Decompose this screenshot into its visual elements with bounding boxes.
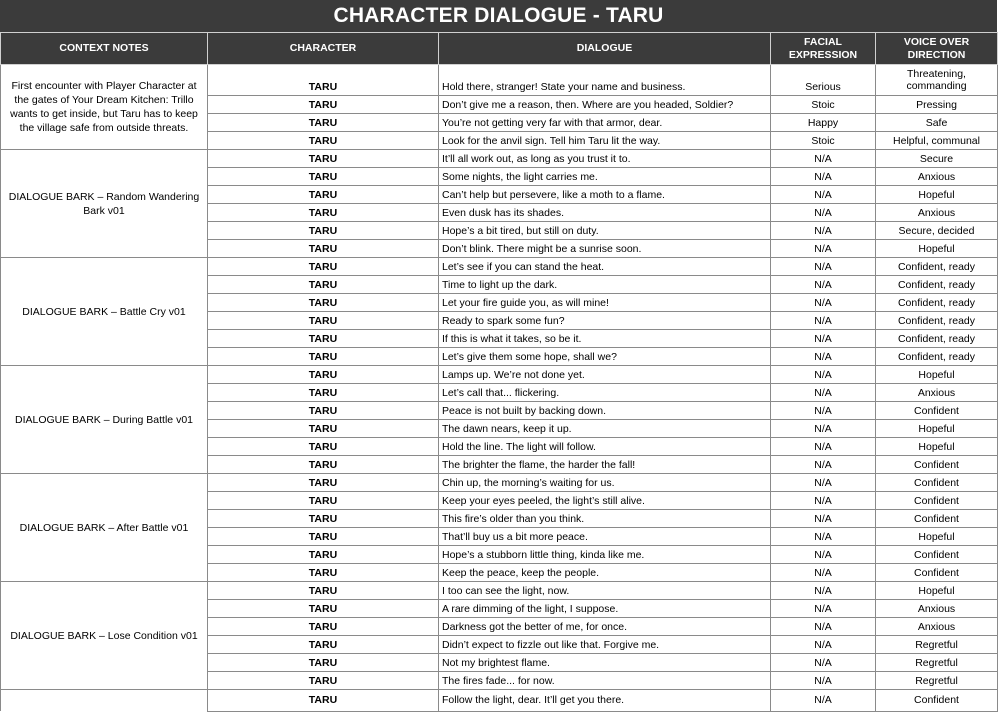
character-cell: TARU — [208, 96, 439, 114]
character-cell: TARU — [208, 492, 439, 510]
dialogue-cell: If this is what it takes, so be it. — [439, 330, 771, 348]
context-note-cell: DIALOGUE BARK – After Battle v01 — [1, 474, 208, 582]
dialogue-cell: I too can see the light, now. — [439, 582, 771, 600]
facial-expression-cell: N/A — [771, 690, 876, 712]
voice-direction-cell: Anxious — [876, 384, 998, 402]
facial-expression-cell: N/A — [771, 276, 876, 294]
facial-expression-cell: N/A — [771, 474, 876, 492]
dialogue-cell: Chin up, the morning’s waiting for us. — [439, 474, 771, 492]
facial-expression-cell: N/A — [771, 636, 876, 654]
facial-expression-cell: N/A — [771, 618, 876, 636]
dialogue-cell: Not my brightest flame. — [439, 654, 771, 672]
facial-expression-cell: N/A — [771, 546, 876, 564]
character-cell: TARU — [208, 456, 439, 474]
table-row — [1, 150, 998, 168]
facial-expression-cell: N/A — [771, 294, 876, 312]
character-cell: TARU — [208, 330, 439, 348]
dialogue-cell: Hold there, stranger! State your name and business. — [439, 65, 771, 96]
voice-direction-cell: Confident — [876, 474, 998, 492]
facial-expression-cell: N/A — [771, 330, 876, 348]
facial-expression-cell: N/A — [771, 564, 876, 582]
dialogue-cell: Hold the line. The light will follow. — [439, 438, 771, 456]
facial-expression-cell: N/A — [771, 384, 876, 402]
dialogue-cell: It’ll all work out, as long as you trust it to. — [439, 150, 771, 168]
character-cell: TARU — [208, 132, 439, 150]
character-cell: TARU — [208, 186, 439, 204]
dialogue-cell: Look for the anvil sign. Tell him Taru lit the way. — [439, 132, 771, 150]
character-cell: TARU — [208, 672, 439, 690]
table-row — [1, 474, 998, 492]
dialogue-cell: Don’t give me a reason, then. Where are you headed, Soldier? — [439, 96, 771, 114]
dialogue-cell: Peace is not built by backing down. — [439, 402, 771, 420]
voice-direction-cell: Anxious — [876, 618, 998, 636]
facial-expression-cell: N/A — [771, 186, 876, 204]
voice-direction-cell: Safe — [876, 114, 998, 132]
voice-direction-cell: Anxious — [876, 600, 998, 618]
dialogue-cell: Darkness got the better of me, for once. — [439, 618, 771, 636]
dialogue-cell: The fires fade... for now. — [439, 672, 771, 690]
facial-expression-cell: N/A — [771, 312, 876, 330]
facial-expression-cell: N/A — [771, 420, 876, 438]
character-cell: TARU — [208, 240, 439, 258]
character-cell: TARU — [208, 438, 439, 456]
dialogue-cell: Keep the peace, keep the people. — [439, 564, 771, 582]
context-note-cell: DIALOGUE BARK – Battle Cry v01 — [1, 258, 208, 366]
dialogue-cell: Let your fire guide you, as will mine! — [439, 294, 771, 312]
facial-expression-cell: N/A — [771, 366, 876, 384]
voice-direction-cell: Threatening, commanding — [876, 65, 998, 96]
facial-expression-cell: Serious — [771, 65, 876, 96]
character-cell: TARU — [208, 528, 439, 546]
sheet-title: CHARACTER DIALOGUE - TARU — [0, 0, 997, 32]
dialogue-cell: Ready to spark some fun? — [439, 312, 771, 330]
voice-direction-cell: Hopeful — [876, 438, 998, 456]
dialogue-cell: That’ll buy us a bit more peace. — [439, 528, 771, 546]
voice-direction-cell: Regretful — [876, 636, 998, 654]
dialogue-cell: Keep your eyes peeled, the light’s still alive. — [439, 492, 771, 510]
character-cell: TARU — [208, 150, 439, 168]
character-cell: TARU — [208, 384, 439, 402]
facial-expression-cell: N/A — [771, 168, 876, 186]
voice-direction-cell: Confident — [876, 492, 998, 510]
voice-direction-cell: Confident, ready — [876, 330, 998, 348]
voice-direction-cell: Secure, decided — [876, 222, 998, 240]
dialogue-cell: Can’t help but persevere, like a moth to a flame. — [439, 186, 771, 204]
dialogue-cell: Some nights, the light carries me. — [439, 168, 771, 186]
voice-direction-cell: Hopeful — [876, 528, 998, 546]
facial-expression-cell: Happy — [771, 114, 876, 132]
dialogue-cell: Lamps up. We’re not done yet. — [439, 366, 771, 384]
dialogue-cell: Hope’s a bit tired, but still on duty. — [439, 222, 771, 240]
character-cell: TARU — [208, 65, 439, 96]
dialogue-cell: This fire’s older than you think. — [439, 510, 771, 528]
facial-expression-cell: N/A — [771, 582, 876, 600]
character-cell: TARU — [208, 420, 439, 438]
character-cell: TARU — [208, 402, 439, 420]
dialogue-cell: You’re not getting very far with that armor, dear. — [439, 114, 771, 132]
dialogue-cell: Let’s see if you can stand the heat. — [439, 258, 771, 276]
character-cell: TARU — [208, 510, 439, 528]
voice-direction-cell: Secure — [876, 150, 998, 168]
context-note-cell: First encounter with Player Character at the gates of Your Dream Kitchen: Trillo wants to get inside, but Taru has to keep the village safe from outside threats. — [1, 65, 208, 150]
dialogue-table — [0, 32, 998, 712]
header-character: CHARACTER — [208, 33, 439, 65]
context-note-cell: DIALOGUE BARK – Lose Condition v01 — [1, 582, 208, 690]
character-cell: TARU — [208, 618, 439, 636]
voice-direction-cell: Helpful, communal — [876, 132, 998, 150]
dialogue-cell: Let’s call that... flickering. — [439, 384, 771, 402]
facial-expression-cell: Stoic — [771, 132, 876, 150]
header-row — [1, 33, 998, 65]
character-cell: TARU — [208, 258, 439, 276]
character-cell: TARU — [208, 654, 439, 672]
facial-expression-cell: N/A — [771, 204, 876, 222]
voice-direction-cell: Confident — [876, 510, 998, 528]
header-dialogue: DIALOGUE — [439, 33, 771, 65]
facial-expression-cell: N/A — [771, 402, 876, 420]
voice-direction-cell: Anxious — [876, 168, 998, 186]
dialogue-cell: Didn’t expect to fizzle out like that. Forgive me. — [439, 636, 771, 654]
header-voice-over-direction: VOICE OVER DIRECTION — [876, 33, 998, 65]
header-facial-expression: FACIAL EXPRESSION — [771, 33, 876, 65]
header-context-notes: CONTEXT NOTES — [1, 33, 208, 65]
voice-direction-cell: Confident, ready — [876, 276, 998, 294]
context-note-cell: DIALOGUE BARK – Random Wandering Bark v01 — [1, 150, 208, 258]
voice-direction-cell: Hopeful — [876, 582, 998, 600]
facial-expression-cell: N/A — [771, 672, 876, 690]
table-row — [1, 65, 998, 96]
dialogue-cell: Let’s give them some hope, shall we? — [439, 348, 771, 366]
voice-direction-cell: Confident, ready — [876, 294, 998, 312]
voice-direction-cell: Hopeful — [876, 240, 998, 258]
facial-expression-cell: N/A — [771, 348, 876, 366]
voice-direction-cell: Confident, ready — [876, 348, 998, 366]
character-cell: TARU — [208, 600, 439, 618]
facial-expression-cell: N/A — [771, 150, 876, 168]
facial-expression-cell: N/A — [771, 438, 876, 456]
character-cell: TARU — [208, 348, 439, 366]
dialogue-cell: Hope’s a stubborn little thing, kinda like me. — [439, 546, 771, 564]
facial-expression-cell: N/A — [771, 528, 876, 546]
dialogue-cell: Even dusk has its shades. — [439, 204, 771, 222]
voice-direction-cell: Confident, ready — [876, 258, 998, 276]
facial-expression-cell: N/A — [771, 654, 876, 672]
character-cell: TARU — [208, 222, 439, 240]
character-cell: TARU — [208, 636, 439, 654]
facial-expression-cell: N/A — [771, 258, 876, 276]
dialogue-cell: Time to light up the dark. — [439, 276, 771, 294]
facial-expression-cell: N/A — [771, 222, 876, 240]
character-cell: TARU — [208, 294, 439, 312]
dialogue-cell: Follow the light, dear. It’ll get you there. — [439, 690, 771, 712]
voice-direction-cell: Confident — [876, 402, 998, 420]
dialogue-cell: Don’t blink. There might be a sunrise soon. — [439, 240, 771, 258]
character-cell: TARU — [208, 474, 439, 492]
voice-direction-cell: Hopeful — [876, 366, 998, 384]
character-cell: TARU — [208, 276, 439, 294]
voice-direction-cell: Confident, ready — [876, 312, 998, 330]
voice-direction-cell: Hopeful — [876, 420, 998, 438]
voice-direction-cell: Pressing — [876, 96, 998, 114]
voice-direction-cell: Anxious — [876, 204, 998, 222]
dialogue-table-body — [1, 65, 998, 712]
voice-direction-cell: Confident — [876, 456, 998, 474]
table-row — [1, 258, 998, 276]
character-cell: TARU — [208, 582, 439, 600]
dialogue-cell: The dawn nears, keep it up. — [439, 420, 771, 438]
facial-expression-cell: N/A — [771, 510, 876, 528]
table-row — [1, 582, 998, 600]
table-row — [1, 366, 998, 384]
voice-direction-cell: Hopeful — [876, 186, 998, 204]
dialogue-cell: A rare dimming of the light, I suppose. — [439, 600, 771, 618]
character-cell: TARU — [208, 564, 439, 582]
facial-expression-cell: N/A — [771, 456, 876, 474]
character-cell: TARU — [208, 168, 439, 186]
character-cell: TARU — [208, 114, 439, 132]
dialogue-cell: The brighter the flame, the harder the fall! — [439, 456, 771, 474]
context-note-cell — [1, 690, 208, 712]
facial-expression-cell: N/A — [771, 492, 876, 510]
facial-expression-cell: N/A — [771, 600, 876, 618]
facial-expression-cell: Stoic — [771, 96, 876, 114]
voice-direction-cell: Regretful — [876, 672, 998, 690]
voice-direction-cell: Confident — [876, 564, 998, 582]
voice-direction-cell: Confident — [876, 546, 998, 564]
character-cell: TARU — [208, 690, 439, 712]
facial-expression-cell: N/A — [771, 240, 876, 258]
character-cell: TARU — [208, 204, 439, 222]
character-cell: TARU — [208, 546, 439, 564]
voice-direction-cell: Confident — [876, 690, 998, 712]
character-cell: TARU — [208, 366, 439, 384]
context-note-cell: DIALOGUE BARK – During Battle v01 — [1, 366, 208, 474]
voice-direction-cell: Regretful — [876, 654, 998, 672]
table-row — [1, 690, 998, 712]
character-cell: TARU — [208, 312, 439, 330]
